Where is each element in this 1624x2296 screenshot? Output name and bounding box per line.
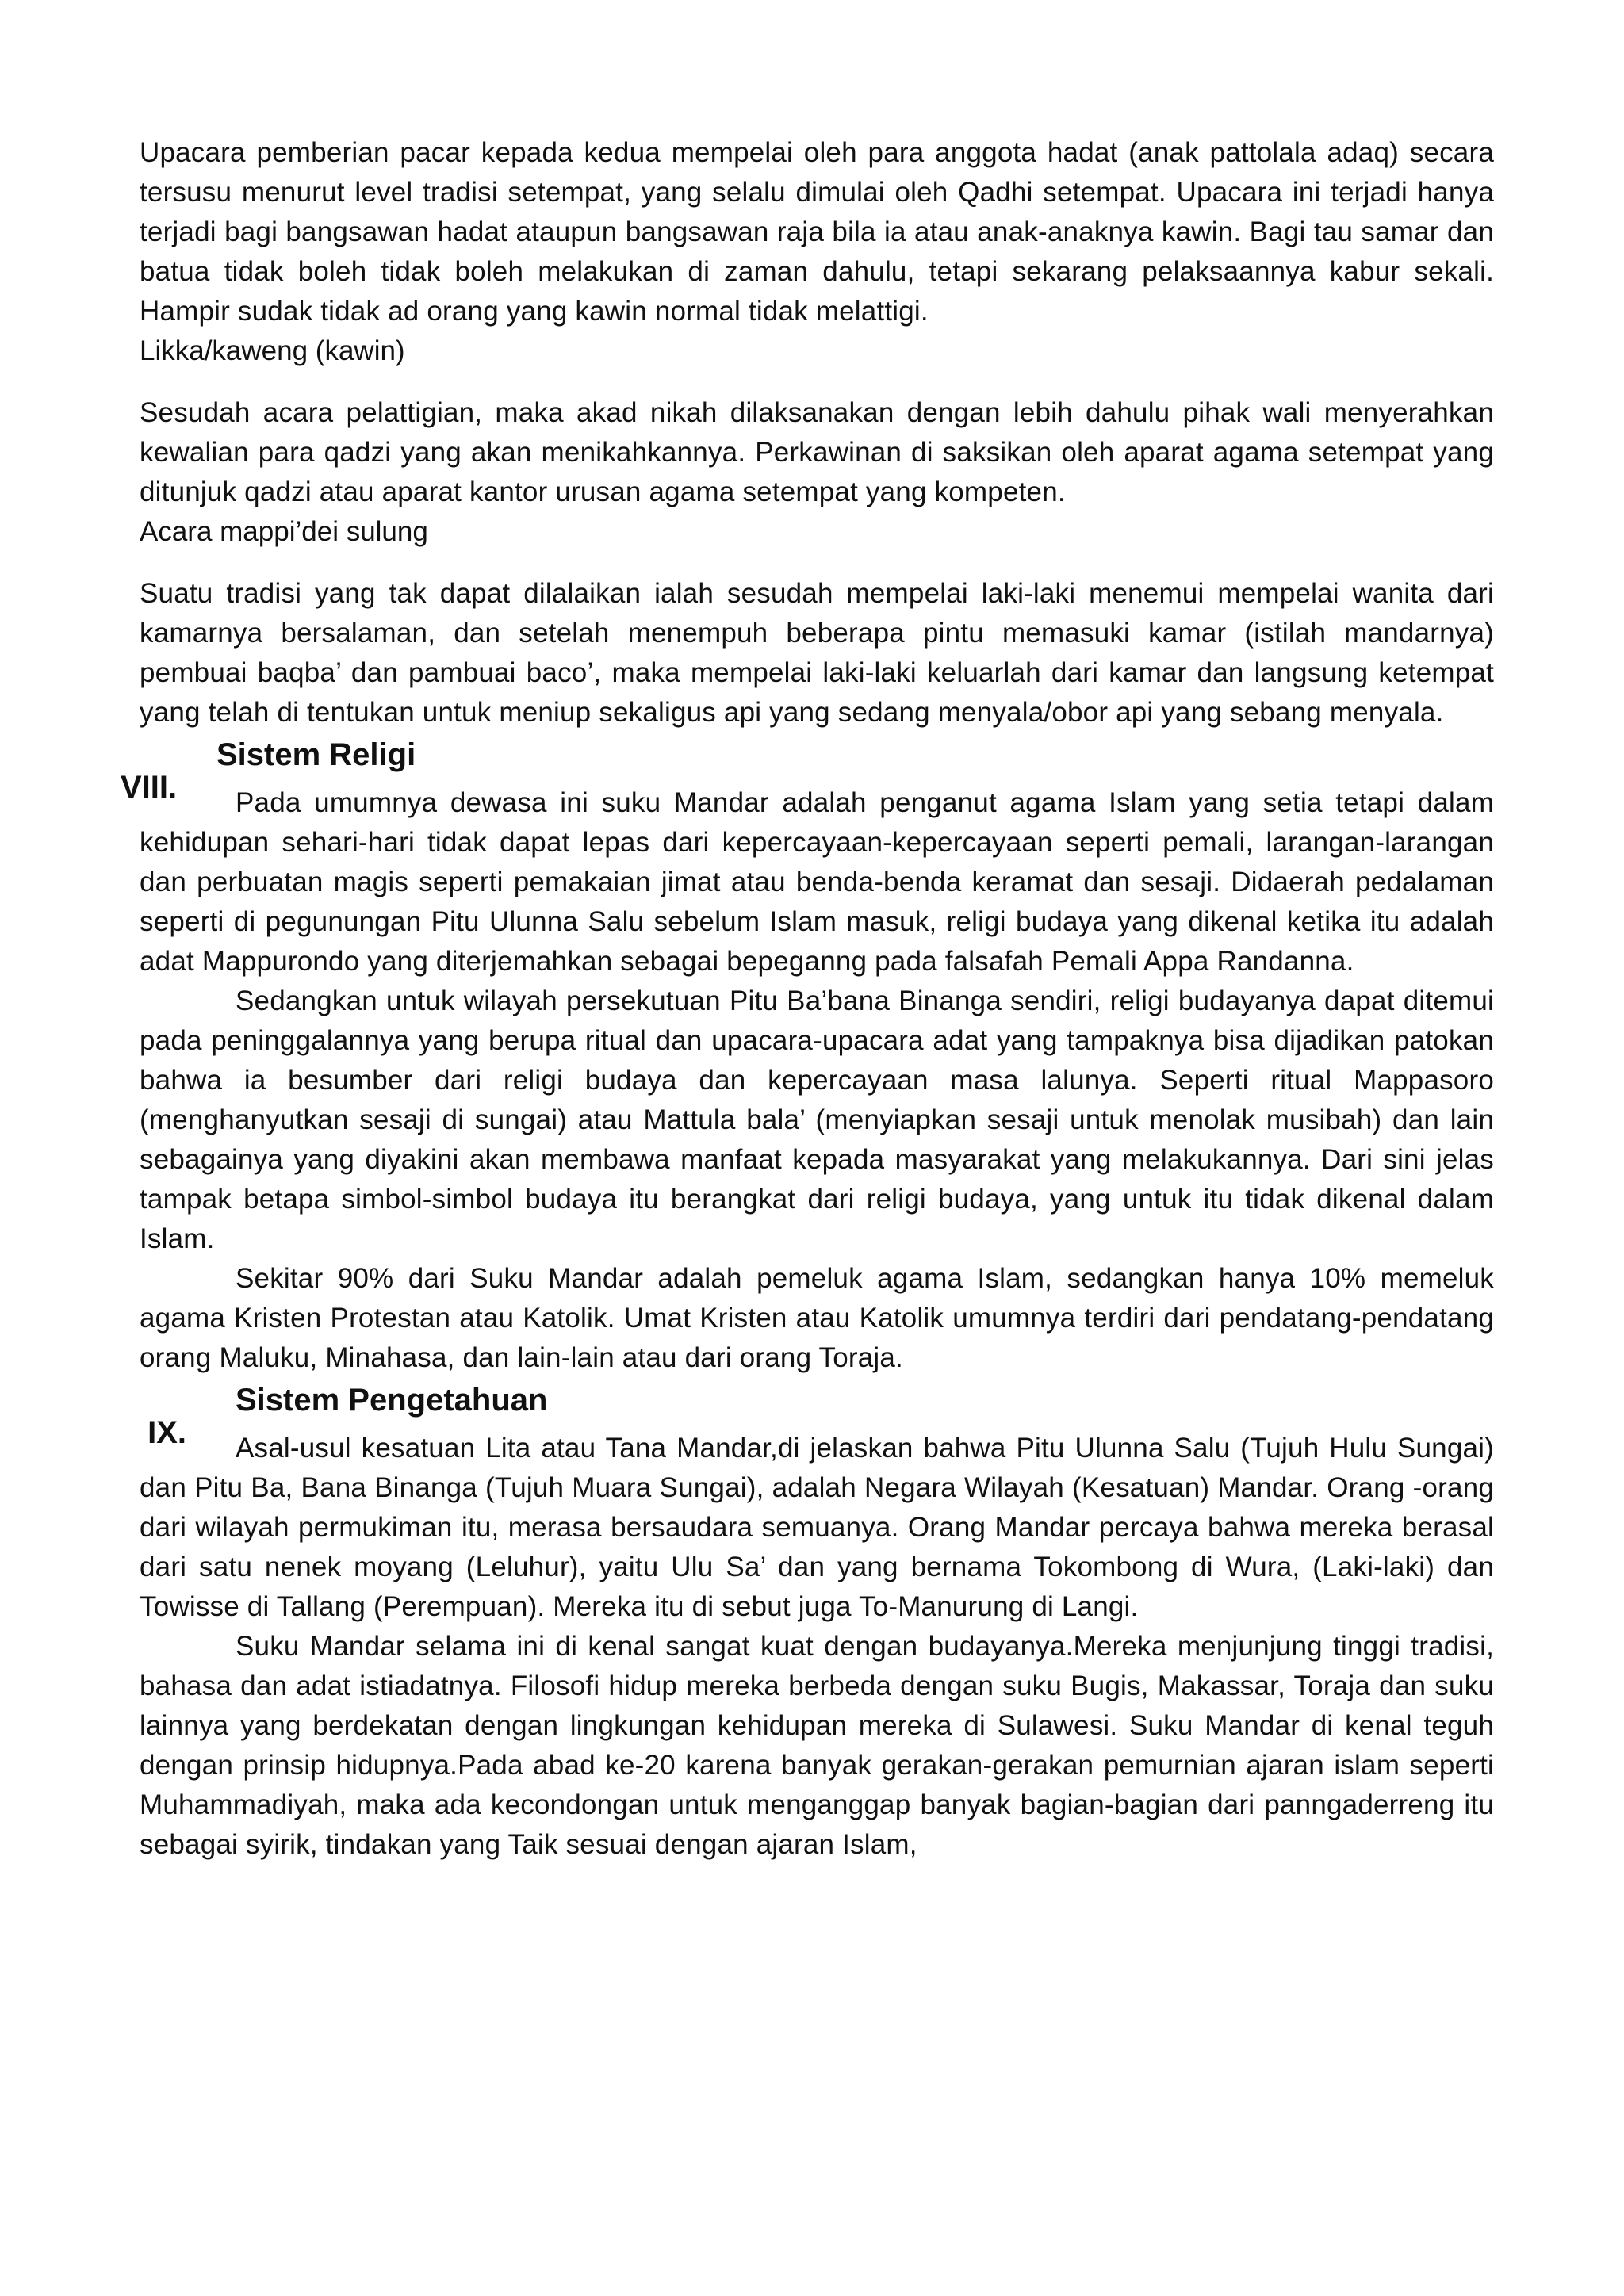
paragraph-tradisi: Suatu tradisi yang tak dapat dilalaikan ialah sesudah mempelai laki-laki menemui mempelai wanita dari kamarnya bersalaman, dan setelah menempuh beberapa pintu memasuki kamar (istilah mandarnya) pembuai baqba’ dan pambuai baco’, maka mempelai laki-laki keluarlah dari kamar dan langsung ketempat yang telah di tentukan untuk meniup sekaligus api yang sedang menyala/obor api yang sebang menyala. — [140, 578, 1494, 728]
section-title: Sistem Religi — [216, 737, 416, 772]
paragraph-pengetahuan-1: Asal-usul kesatuan Lita atau Tana Mandar,di jelaskan bahwa Pitu Ulunna Salu (Tujuh Hulu Sungai) dan Pitu Ba, Bana Binanga (Tujuh Muara Sungai), adalah Negara Wilayah (Kesatuan) Mandar. Orang -orang dari wilayah permukiman itu, merasa bersaudara semuanya. Orang Mandar percaya bahwa mereka berasal dari satu nenek moyang (Leluhur), yaitu Ulu Sa’ dan yang bernama Tokombong di Wura, (Laki-laki) dan Towisse di Tallang (Perempuan). Mereka itu di sebut juga To-Manurung di Langi. — [140, 1433, 1494, 1622]
section-heading-pengetahuan: IX. Sistem Pengetahuan — [140, 1378, 1494, 1422]
paragraph-religi-3: Sekitar 90% dari Suku Mandar adalah pemeluk agama Islam, sedangkan hanya 10% memeluk agama Kristen Protestan atau Katolik. Umat Kristen atau Katolik umumnya terdiri dari pendatang-pendatang orang Maluku, Minahasa, dan lain-lain atau dari orang Toraja. — [140, 1263, 1494, 1373]
section-heading-religi: VIII. Sistem Religi — [140, 733, 1494, 777]
paragraph-pengetahuan-2: Suku Mandar selama ini di kenal sangat kuat dengan budayanya.Mereka menjunjung tinggi tradisi, bahasa dan adat istiadatnya. Filosofi hidup mereka berbeda dengan suku Bugis, Makassar, Toraja dan suku lainnya yang berdekatan dengan lingkungan kehidupan mereka di Sulawesi. Suku Mandar di kenal teguh dengan prinsip hidupnya.Pada abad ke-20 karena banyak gerakan-gerakan pemurnian ajaran islam seperti Muhammadiyah, maka ada kecondongan untuk menganggap banyak bagian-bagian dari panngaderreng itu sebagai syirik, tindakan yang Taik sesuai dengan ajaran Islam, — [140, 1631, 1494, 1860]
subheading-mappidei-sulung: Acara mappi’dei sulung — [140, 516, 428, 547]
paragraph-religi-1: Pada umumnya dewasa ini suku Mandar adalah penganut agama Islam yang setia tetapi dalam kehidupan sehari-hari tidak dapat lepas dari kepercayaan-kepercayaan seperti pemali, larangan-larangan dan perbuatan magis seperti pemakaian jimat atau benda-benda keramat dan sesaji. Didaerah pedalaman seperti di pegunungan Pitu Ulunna Salu sebelum Islam masuk, religi budaya yang dikenal ketika itu adalah adat Mappurondo yang diterjemahkan sebagai bepeganng pada falsafah Pemali Appa Randanna. — [140, 787, 1494, 977]
paragraph-akad-nikah: Sesudah acara pelattigian, maka akad nikah dilaksanakan dengan lebih dahulu pihak wali menyerahkan kewalian para qadzi yang akan menikahkannya. Perkawinan di saksikan oleh aparat agama setempat yang ditunjuk qadzi atau aparat kantor urusan agama setempat yang kompeten. — [140, 397, 1494, 507]
paragraph-religi-2: Sedangkan untuk wilayah persekutuan Pitu Ba’bana Binanga sendiri, religi budayanya dapat ditemui pada peninggalannya yang berupa ritual dan upacara-upacara adat yang tampaknya bisa dijadikan patokan bahwa ia besumber dari religi budaya dan kepercayaan masa lalunya. Seperti ritual Mappasoro (menghanyutkan sesaji di sungai) atau Mattula bala’ (menyiapkan sesaji untuk menolak musibah) dan lain sebagainya yang diyakini akan membawa manfaat kepada masyarakat yang melakukannya. Dari sini jelas tampak betapa simbol-simbol budaya itu berangkat dari religi budaya, yang untuk itu tidak dikenal dalam Islam. — [140, 985, 1494, 1254]
section-title: Sistem Pengetahuan — [236, 1383, 548, 1418]
document-page — [121, 133, 1494, 1865]
subheading-likka: Likka/kaweng (kawin) — [140, 335, 405, 366]
paragraph-pacar: Upacara pemberian pacar kepada kedua mempelai oleh para anggota hadat (anak pattolala adaq) secara tersusu menurut level tradisi setempat, yang selalu dimulai oleh Qadhi setempat. Upacara ini terjadi hanya terjadi bagi bangsawan hadat ataupun bangsawan raja bila ia atau anak-anaknya kawin. Bagi tau samar dan batua tidak boleh tidak boleh melakukan di zaman dahulu, tetapi sekarang pelaksaannya kabur sekali. Hampir sudak tidak ad orang yang kawin normal tidak melattigi. — [140, 137, 1494, 327]
